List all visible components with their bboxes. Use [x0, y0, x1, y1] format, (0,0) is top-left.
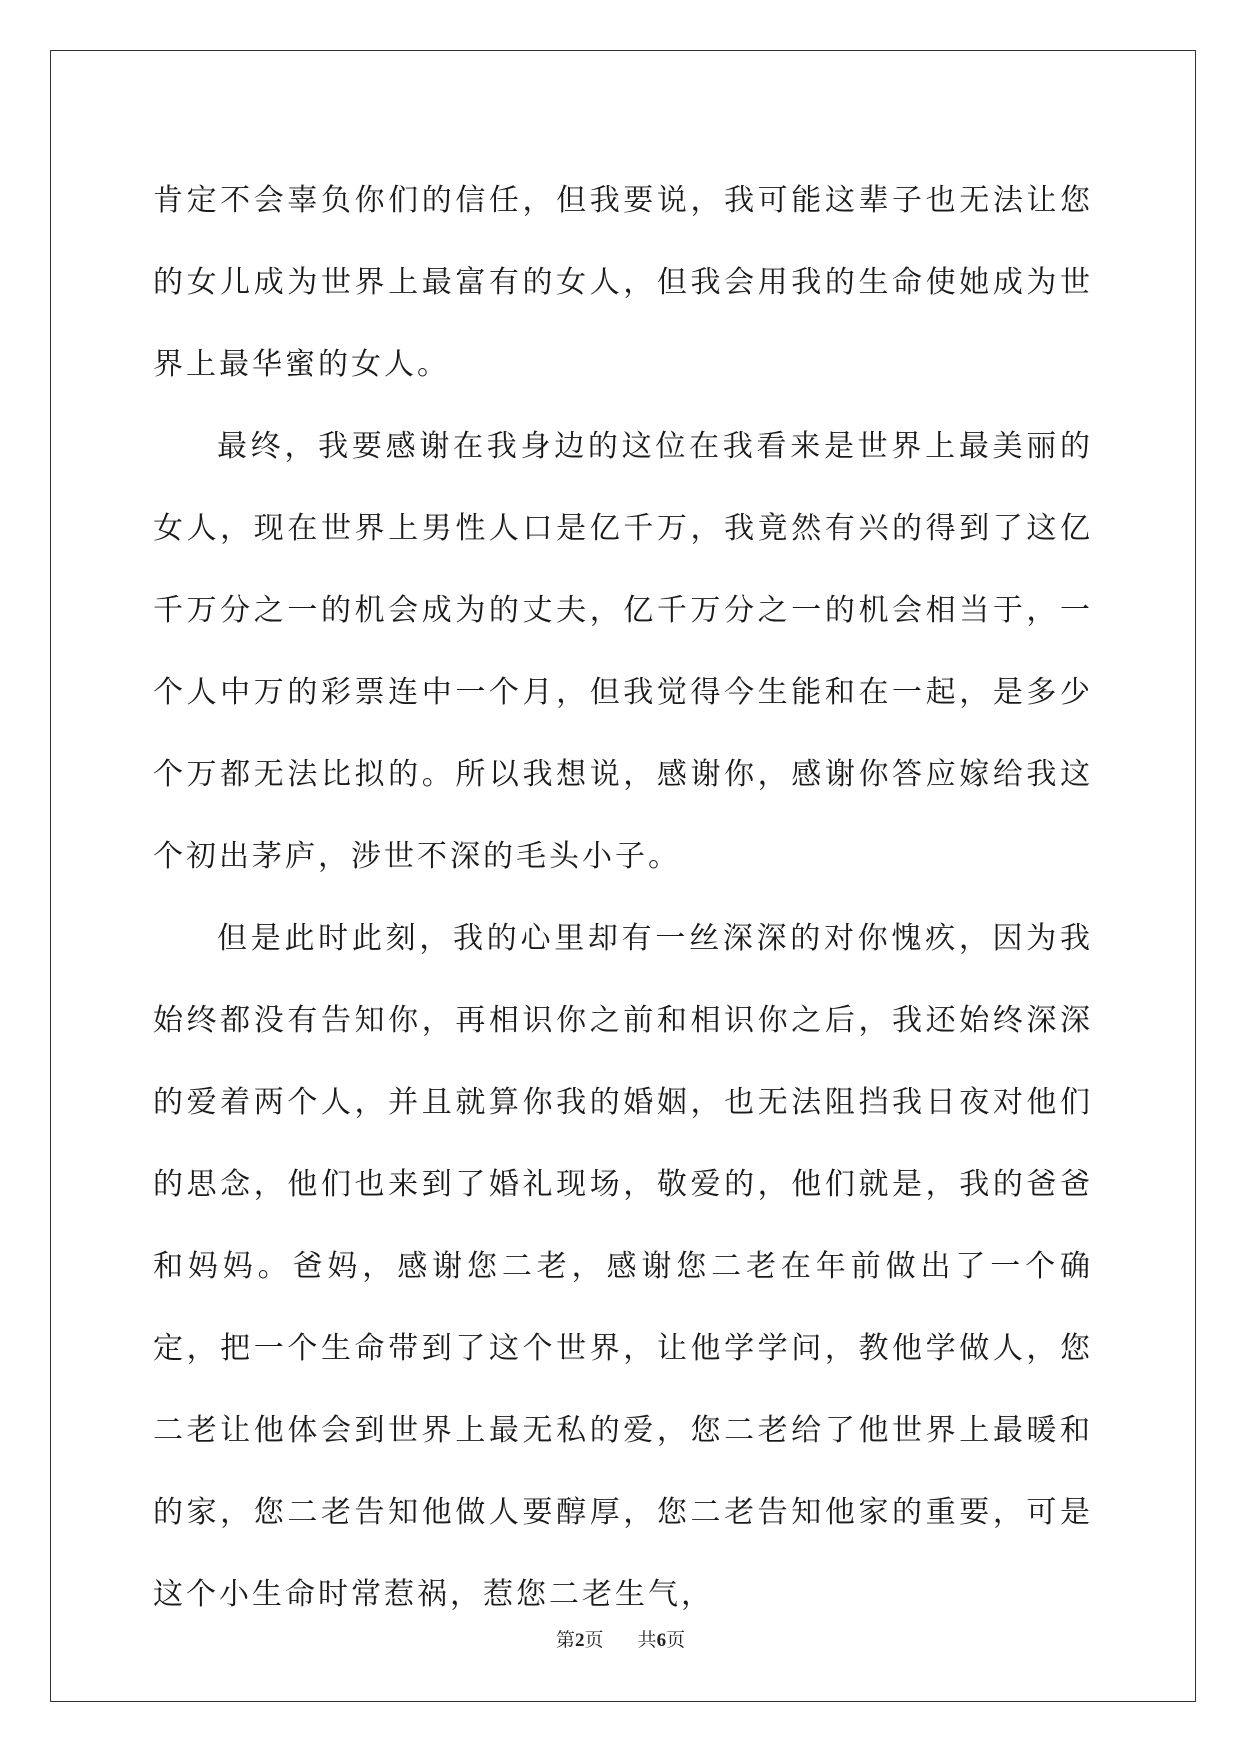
page-prefix: 第 [555, 1629, 575, 1651]
page-number-label [556, 1629, 610, 1651]
document-body [153, 160, 1093, 1636]
paragraph-2: 最终，我要感谢在我身边的这位在我看来是世界上最美丽的女人，现在世界上男性人口是亿千万，我竟然有兴的得到了这亿千万分之一的机会成为的丈夫，亿千万分之一的机会相当于，一个人中万的彩票连中一个月，但我觉得今生能和在一起，是多少个万都无法比拟的。所以我想说，感谢你，感谢你答应嫁给我这个初出茅庐，涉世不深的毛头小子。 [153, 429, 1093, 874]
paragraph-3: 但是此时此刻，我的心里却有一丝深深的对你愧疚，因为我始终都没有告知你，再相识你之前和相识你之后，我还始终深深的爱着两个人，并且就算你我的婚姻，也无法阻挡我日夜对他们的思念，他们也来到了婚礼现场，敬爱的，他们就是，我的爸爸和妈妈。爸妈，感谢您二老，感谢您二老在年前做出了一个确定，把一个生命带到了这个世界，让他学学问，教他学做人，您二老让他体会到世界上最无私的爱，您二老给了他世界上最暖和的家，您二老告知他做人要醇厚，您二老告知他家的重要，可是这个小生命时常惹祸，惹您二老生气， [153, 921, 1093, 1612]
page-suffix: 页 [584, 1629, 604, 1651]
page-footer [0, 1626, 1241, 1655]
current-page-number: 2 [574, 1630, 585, 1651]
total-suffix: 页 [666, 1629, 686, 1651]
paragraph-1: 肯定不会辜负你们的信任，但我要说，我可能这辈子也无法让您的女儿成为世界上最富有的女人，但我会用我的生命使她成为世界上最华蜜的女人。 [153, 183, 1093, 382]
total-pages-label [638, 1629, 686, 1651]
total-page-number: 6 [656, 1630, 667, 1651]
total-prefix: 共 [637, 1629, 657, 1651]
